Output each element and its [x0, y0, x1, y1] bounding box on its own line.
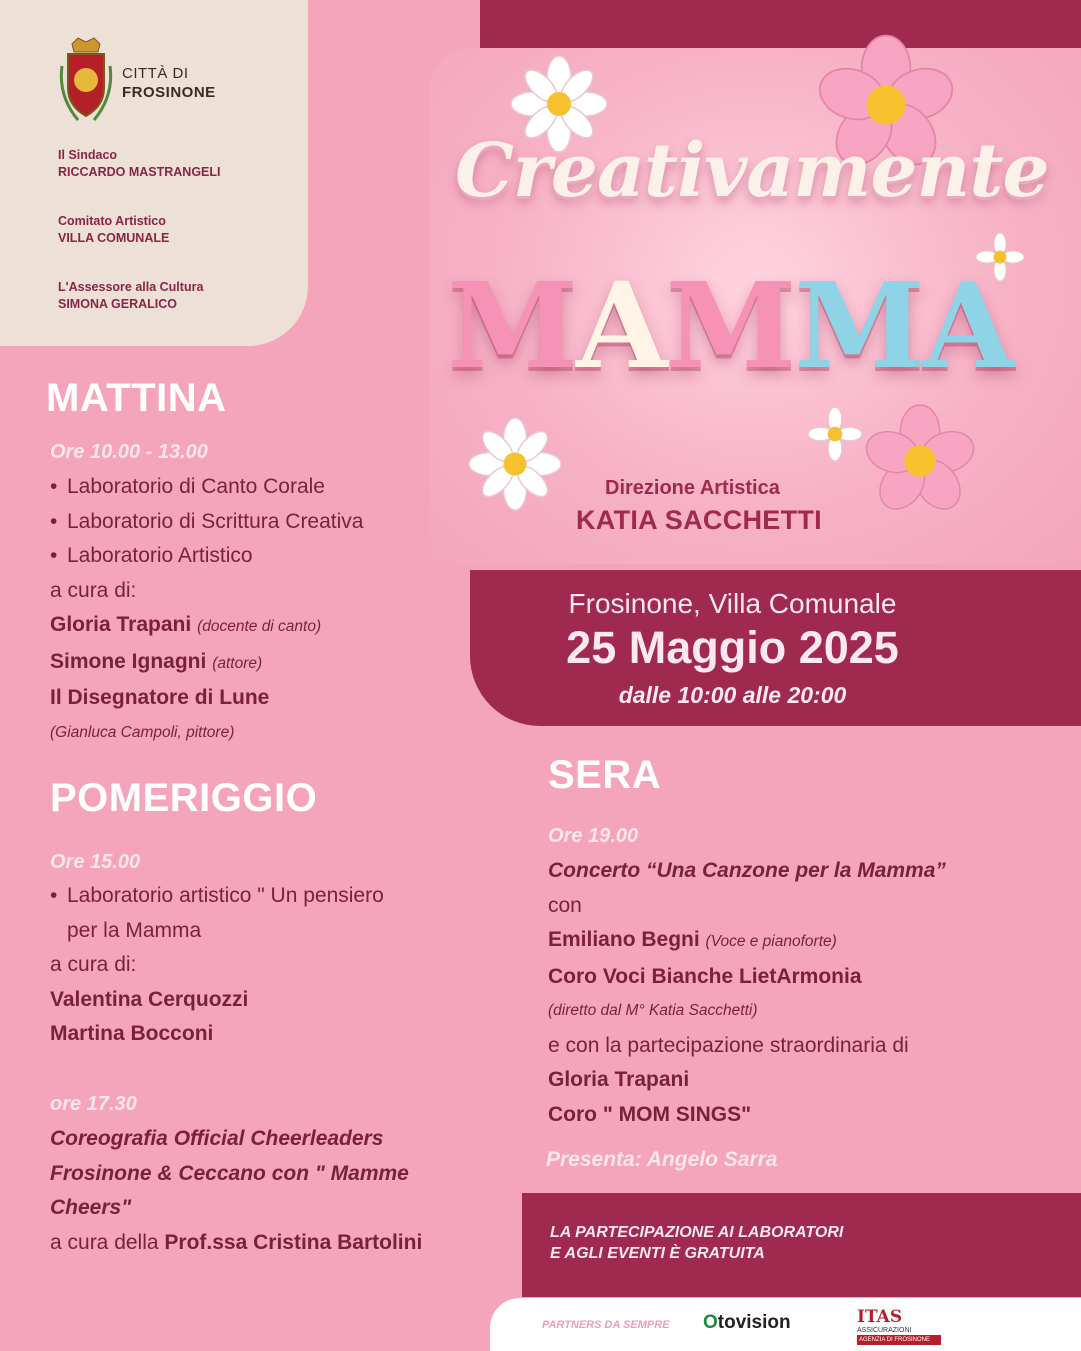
otovision-logo: Otovision	[703, 1312, 791, 1333]
credit-committee: Comitato Artistico VILLA COMUNALE	[58, 214, 170, 245]
pomeriggio-curated-2: a cura della Prof.ssa Cristina Bartolini	[50, 1230, 423, 1254]
mattina-person: Il Disegnatore di Lune	[50, 686, 270, 709]
mattina-list	[50, 470, 450, 574]
sera-performer: Coro Voci Bianche LietArmonia	[548, 964, 862, 988]
pink-flower-icon	[856, 402, 984, 520]
list-item: • Laboratorio artistico " Un pensiero per la Mamma	[50, 879, 480, 948]
sera-performer-note: (diretto dal M° Katia Sacchetti)	[548, 1002, 758, 1019]
event-title-script: Creativamente	[455, 128, 1049, 214]
mattina-time: Ore 10.00 - 13.00	[50, 441, 208, 463]
mattina-curated-label: a cura di:	[50, 578, 137, 602]
artistic-direction-label: Direzione Artistica	[605, 477, 780, 499]
sera-presenter: Presenta: Angelo Sarra	[546, 1148, 778, 1171]
sera-content	[548, 854, 1048, 1132]
credit-mayor: Il Sindaco RICCARDO MASTRANGELI	[58, 148, 221, 179]
credit-councillor: L'Assessore alla Cultura SIMONA GERALICO	[58, 280, 204, 311]
pomeriggio-time-2: ore 17.30	[50, 1093, 137, 1115]
section-title-mattina: MATTINA	[46, 376, 227, 420]
sera-time: Ore 19.00	[548, 825, 639, 847]
list-item: • Laboratorio Artistico	[50, 539, 450, 574]
sera-special-label: e con la partecipazione straordinaria di	[548, 1033, 909, 1057]
city-name: CITTÀ DI FROSINONE	[122, 65, 216, 101]
pomeriggio-person: Valentina Cerquozzi	[50, 987, 249, 1011]
event-place: Frosinone, Villa Comunale	[568, 588, 897, 619]
artistic-director-name: KATIA SACCHETTI	[576, 505, 822, 535]
pomeriggio-show: Coreografia Official Cheerleaders Frosinone & Ceccano con " Mamme Cheers" a cura della Prof.ssa Cristina Bartolini	[50, 1122, 490, 1260]
sera-performer: Emiliano Begni (Voce e pianoforte)	[548, 928, 837, 951]
partners-label: PARTNERS DA SEMPRE	[542, 1319, 670, 1331]
mattina-extra-note: (Gianluca Campoli, pittore)	[50, 723, 235, 741]
pomeriggio-content	[50, 879, 480, 1052]
mattina-person: Gloria Trapani (docente di canto)	[50, 613, 322, 636]
event-date: 25 Maggio 2025	[566, 622, 899, 673]
daisy-flower-icon	[460, 416, 570, 512]
city-crest-icon	[58, 36, 114, 124]
sera-guest: Gloria Trapani	[548, 1068, 690, 1091]
itas-logo: ITAS ASSICURAZIONI AGENZIA DI FROSINONE	[857, 1309, 941, 1345]
pomeriggio-person: Martina Bocconi	[50, 1022, 214, 1045]
mattina-content	[50, 470, 450, 750]
pomeriggio-curated-label: a cura di:	[50, 953, 137, 976]
free-entry-text: LA PARTECIPAZIONE AI LABORATORI E AGLI EVENTI È GRATUITA	[550, 1224, 844, 1262]
pomeriggio-time: Ore 15.00	[50, 851, 141, 873]
section-title-pomeriggio: POMERIGGIO	[50, 776, 318, 820]
event-hours: dalle 10:00 alle 20:00	[618, 682, 847, 708]
list-item: • Laboratorio di Scrittura Creativa	[50, 505, 450, 540]
sera-con: con	[548, 893, 582, 917]
sera-guest: Coro " MOM SINGS"	[548, 1102, 752, 1126]
sera-concert: Concerto “Una Canzone per la Mamma”	[548, 859, 946, 882]
list-item: • Laboratorio di Canto Corale	[50, 470, 450, 505]
pomeriggio-list	[50, 879, 480, 948]
mattina-person: Simone Ignagni (attore)	[50, 649, 263, 673]
event-title-mamma: MAMMA	[447, 256, 1013, 395]
section-title-sera: SERA	[548, 753, 662, 797]
